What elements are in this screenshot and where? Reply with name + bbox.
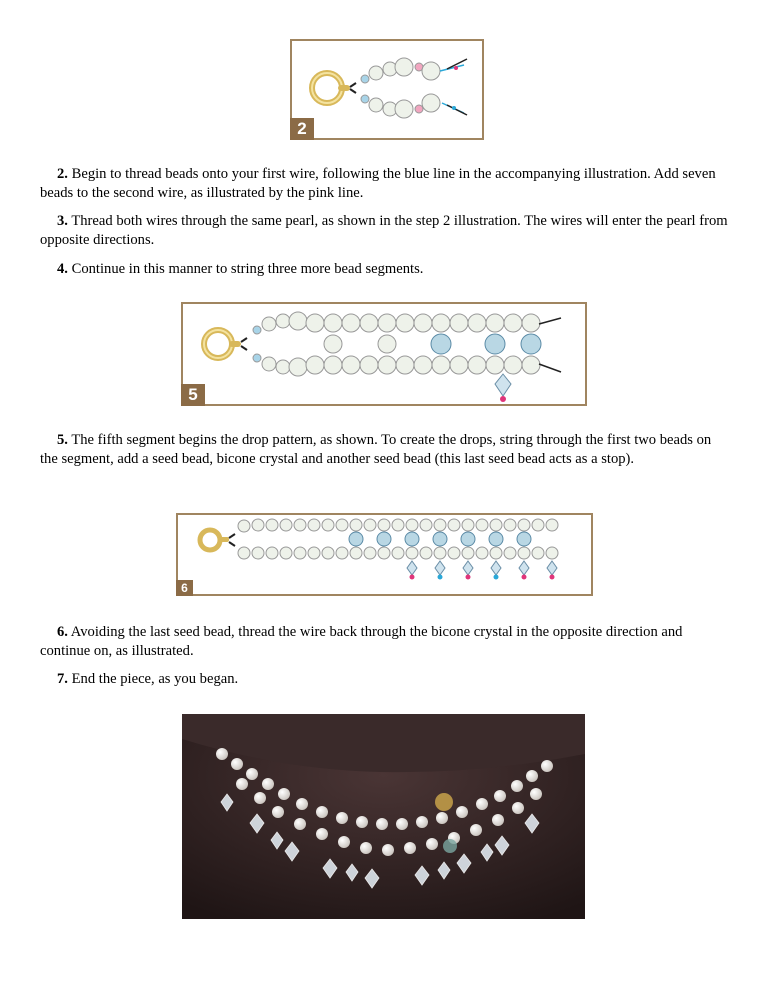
figure-label-6: 6 bbox=[176, 580, 193, 596]
step-3-text: Thread both wires through the same pearl, as shown in the step 2 illustration. The wires will enter the pearl from opposite directions. bbox=[40, 213, 728, 248]
step-5-text: The fifth segment begins the drop pattern, as shown. To create the drops, string through the first two beads on the segment, add a seed bead, bicone crystal and another seed bead (this last seed bead acts as a stop). bbox=[40, 432, 712, 467]
bead-diagram-step-5 bbox=[183, 304, 585, 404]
step-6-number: 6. bbox=[57, 624, 68, 640]
step-3-number: 3. bbox=[57, 213, 68, 229]
step-2-text: Begin to thread beads onto your first wire, following the blue line in the accompanying illustration. Add seven beads to the second wire, as illustrated by the pink line. bbox=[40, 166, 716, 201]
step-7-number: 7. bbox=[57, 671, 68, 687]
step-7-text: End the piece, as you began. bbox=[71, 671, 239, 687]
figure-label-5: 5 bbox=[181, 384, 205, 406]
step-7-paragraph bbox=[40, 670, 730, 689]
figure-step-5 bbox=[181, 302, 587, 406]
step-5-number: 5. bbox=[57, 432, 68, 448]
step-5-paragraph bbox=[40, 431, 730, 469]
step-2-paragraph bbox=[40, 165, 730, 203]
figure-label-2: 2 bbox=[290, 118, 314, 140]
necklace-photo-image bbox=[182, 714, 585, 919]
figure-step-2 bbox=[290, 39, 484, 140]
bead-diagram-step-6 bbox=[178, 515, 591, 594]
necklace-photo bbox=[182, 714, 585, 919]
step-6-text: Avoiding the last seed bead, thread the wire back through the bicone crystal in the opposite direction and continue on, as illustrated. bbox=[40, 624, 683, 659]
step-4-number: 4. bbox=[57, 261, 68, 277]
step-3-paragraph bbox=[40, 212, 730, 250]
bead-diagram-step-2 bbox=[292, 41, 482, 138]
step-6-paragraph bbox=[40, 623, 730, 661]
step-4-text: Continue in this manner to string three more bead segments. bbox=[71, 261, 424, 277]
step-2-number: 2. bbox=[57, 166, 68, 182]
figure-step-6 bbox=[176, 513, 593, 596]
step-4-paragraph bbox=[40, 260, 730, 279]
